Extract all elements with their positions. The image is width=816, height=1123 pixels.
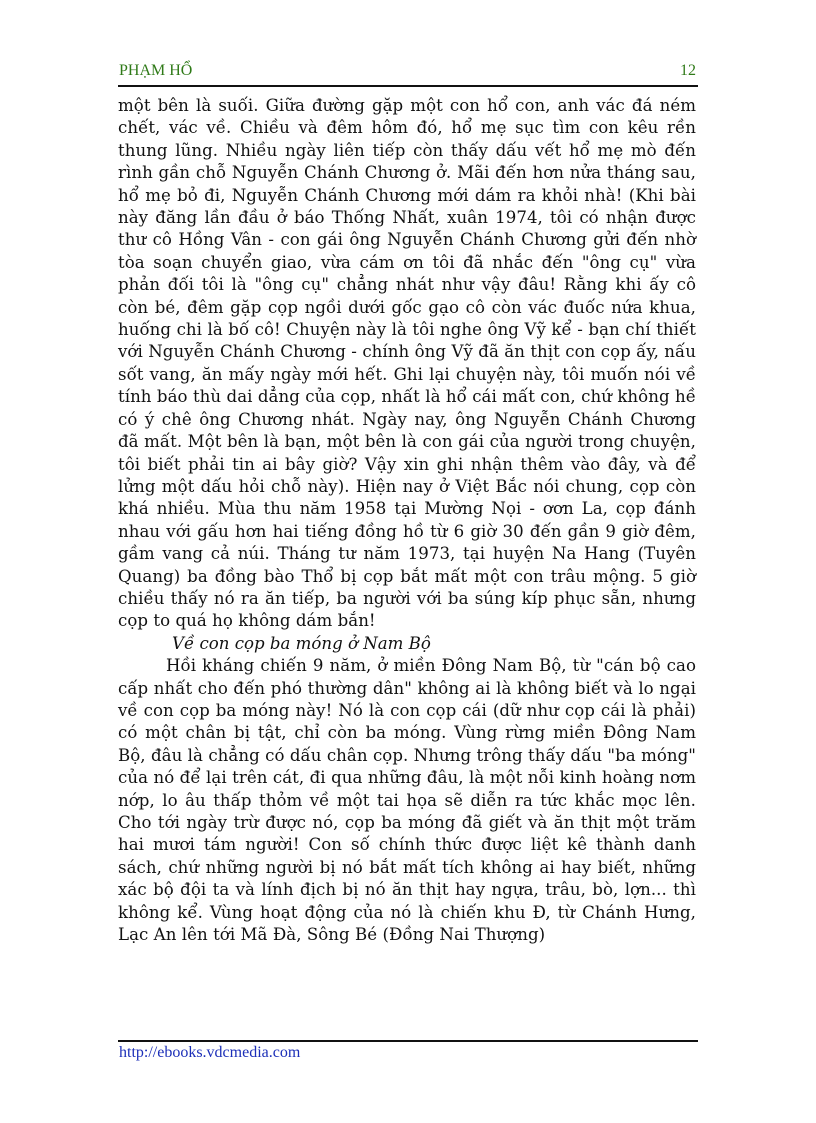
page-body	[118, 95, 696, 946]
header-divider	[118, 85, 698, 87]
body-paragraph: một bên là suối. Giữa đường gặp một con hổ con, anh vác đá ném chết, vác về. Chiều và đêm hôm đó, hổ mẹ sục tìm con kêu rền thung lũng. Nhiều ngày liên tiếp còn thấy dấu vết hổ mẹ mò đến rình gần chỗ Nguyễn Chánh Chương ở. Mãi đến hơn nửa tháng sau, hổ mẹ bỏ đi, Nguyễn Chánh Chương mới dám ra khỏi nhà! (Khi bài này đăng lần đầu ở báo Thống Nhất, xuân 1974, tôi có nhận được thư cô Hồng Vân - con gái ông Nguyễn Chánh Chương gửi đến nhờ tòa soạn chuyển giao, vừa cám ơn tôi đã nhắc đến "ông cụ" vừa phản đối tôi là "ông cụ" chẳng nhát như vậy đâu! Rằng khi ấy cô còn bé, đêm gặp cọp ngồi dưới gốc gạo cô còn vác đuốc nứa khua, huống chi là bố cô! Chuyện này là tôi nghe ông Vỹ kể - bạn chí thiết với Nguyễn Chánh Chương - chính ông Vỹ đã ăn thịt con cọp ấy, nấu sốt vang, ăn mấy ngày mới hết. Ghi lại chuyện này, tôi muốn nói về tính báo thù dai dẳng của cọp, nhất là hổ cái mất con, chứ không hề có ý chê ông Chương nhát. Ngày nay, ông Nguyễn Chánh Chương đã mất. Một bên là bạn, một bên là con gái của người trong chuyện, tôi biết phải tin ai bây giờ? Vậy xin ghi nhận thêm vào đây, và để lửng một dấu hỏi chỗ này). Hiện nay ở Việt Bắc nói chung, cọp còn khá nhiều. Mùa thu năm 1958 tại Mường Nọi - ơơn La, cọp đánh nhau với gấu hơn hai tiếng đồng hồ từ 6 giờ 30 đến gần 9 giờ đêm, gầm vang cả núi. Tháng tư năm 1973, tại huyện Na Hang (Tuyên Quang) ba đồng bào Thổ bị cọp bắt mất một con trâu mộng. 5 giờ chiều thấy nó ra ăn tiếp, ba người với ba súng kíp phục sẵn, nhưng cọp to quá họ không dám bắn!	[118, 96, 696, 631]
header-author: PHẠM HỔ	[119, 62, 193, 79]
section-heading: Về con cọp ba móng ở Nam Bộ	[172, 633, 431, 653]
page-number: 12	[680, 62, 696, 79]
page-header	[118, 62, 698, 84]
footer-link[interactable]: http://ebooks.vdcmedia.com	[119, 1044, 301, 1061]
footer-divider	[118, 1040, 698, 1042]
body-paragraph: Hồi kháng chiến 9 năm, ở miền Đông Nam Bộ, từ "cán bộ cao cấp nhất cho đến phó thường dân" không ai là không biết và lo ngại về con cọp ba móng này! Nó là con cọp cái (dữ như cọp cái là phải) có một chân bị tật, chỉ còn ba móng. Vùng rừng miền Đông Nam Bộ, đâu là chẳng có dấu chân cọp. Nhưng trông thấy dấu "ba móng" của nó để lại trên cát, đi qua những đâu, là một nỗi kinh hoàng nơm nớp, lo âu thấp thỏm về một tai họa sẽ diễn ra tức khắc mọc lên. Cho tới ngày trừ được nó, cọp ba móng đã giết và ăn thịt một trăm hai mươi tám người! Con số chính thức được liệt kê thành danh sách, chứ những người bị nó bắt mất tích không ai hay biết, những xác bộ đội ta và lính địch bị nó ăn thịt hay ngựa, trâu, bò, lợn... thì không kể. Vùng hoạt động của nó là chiến khu Đ, từ Chánh Hưng, Lạc An lên tới Mã Đà, Sông Bé (Đồng Nai Thượng)	[118, 656, 696, 945]
